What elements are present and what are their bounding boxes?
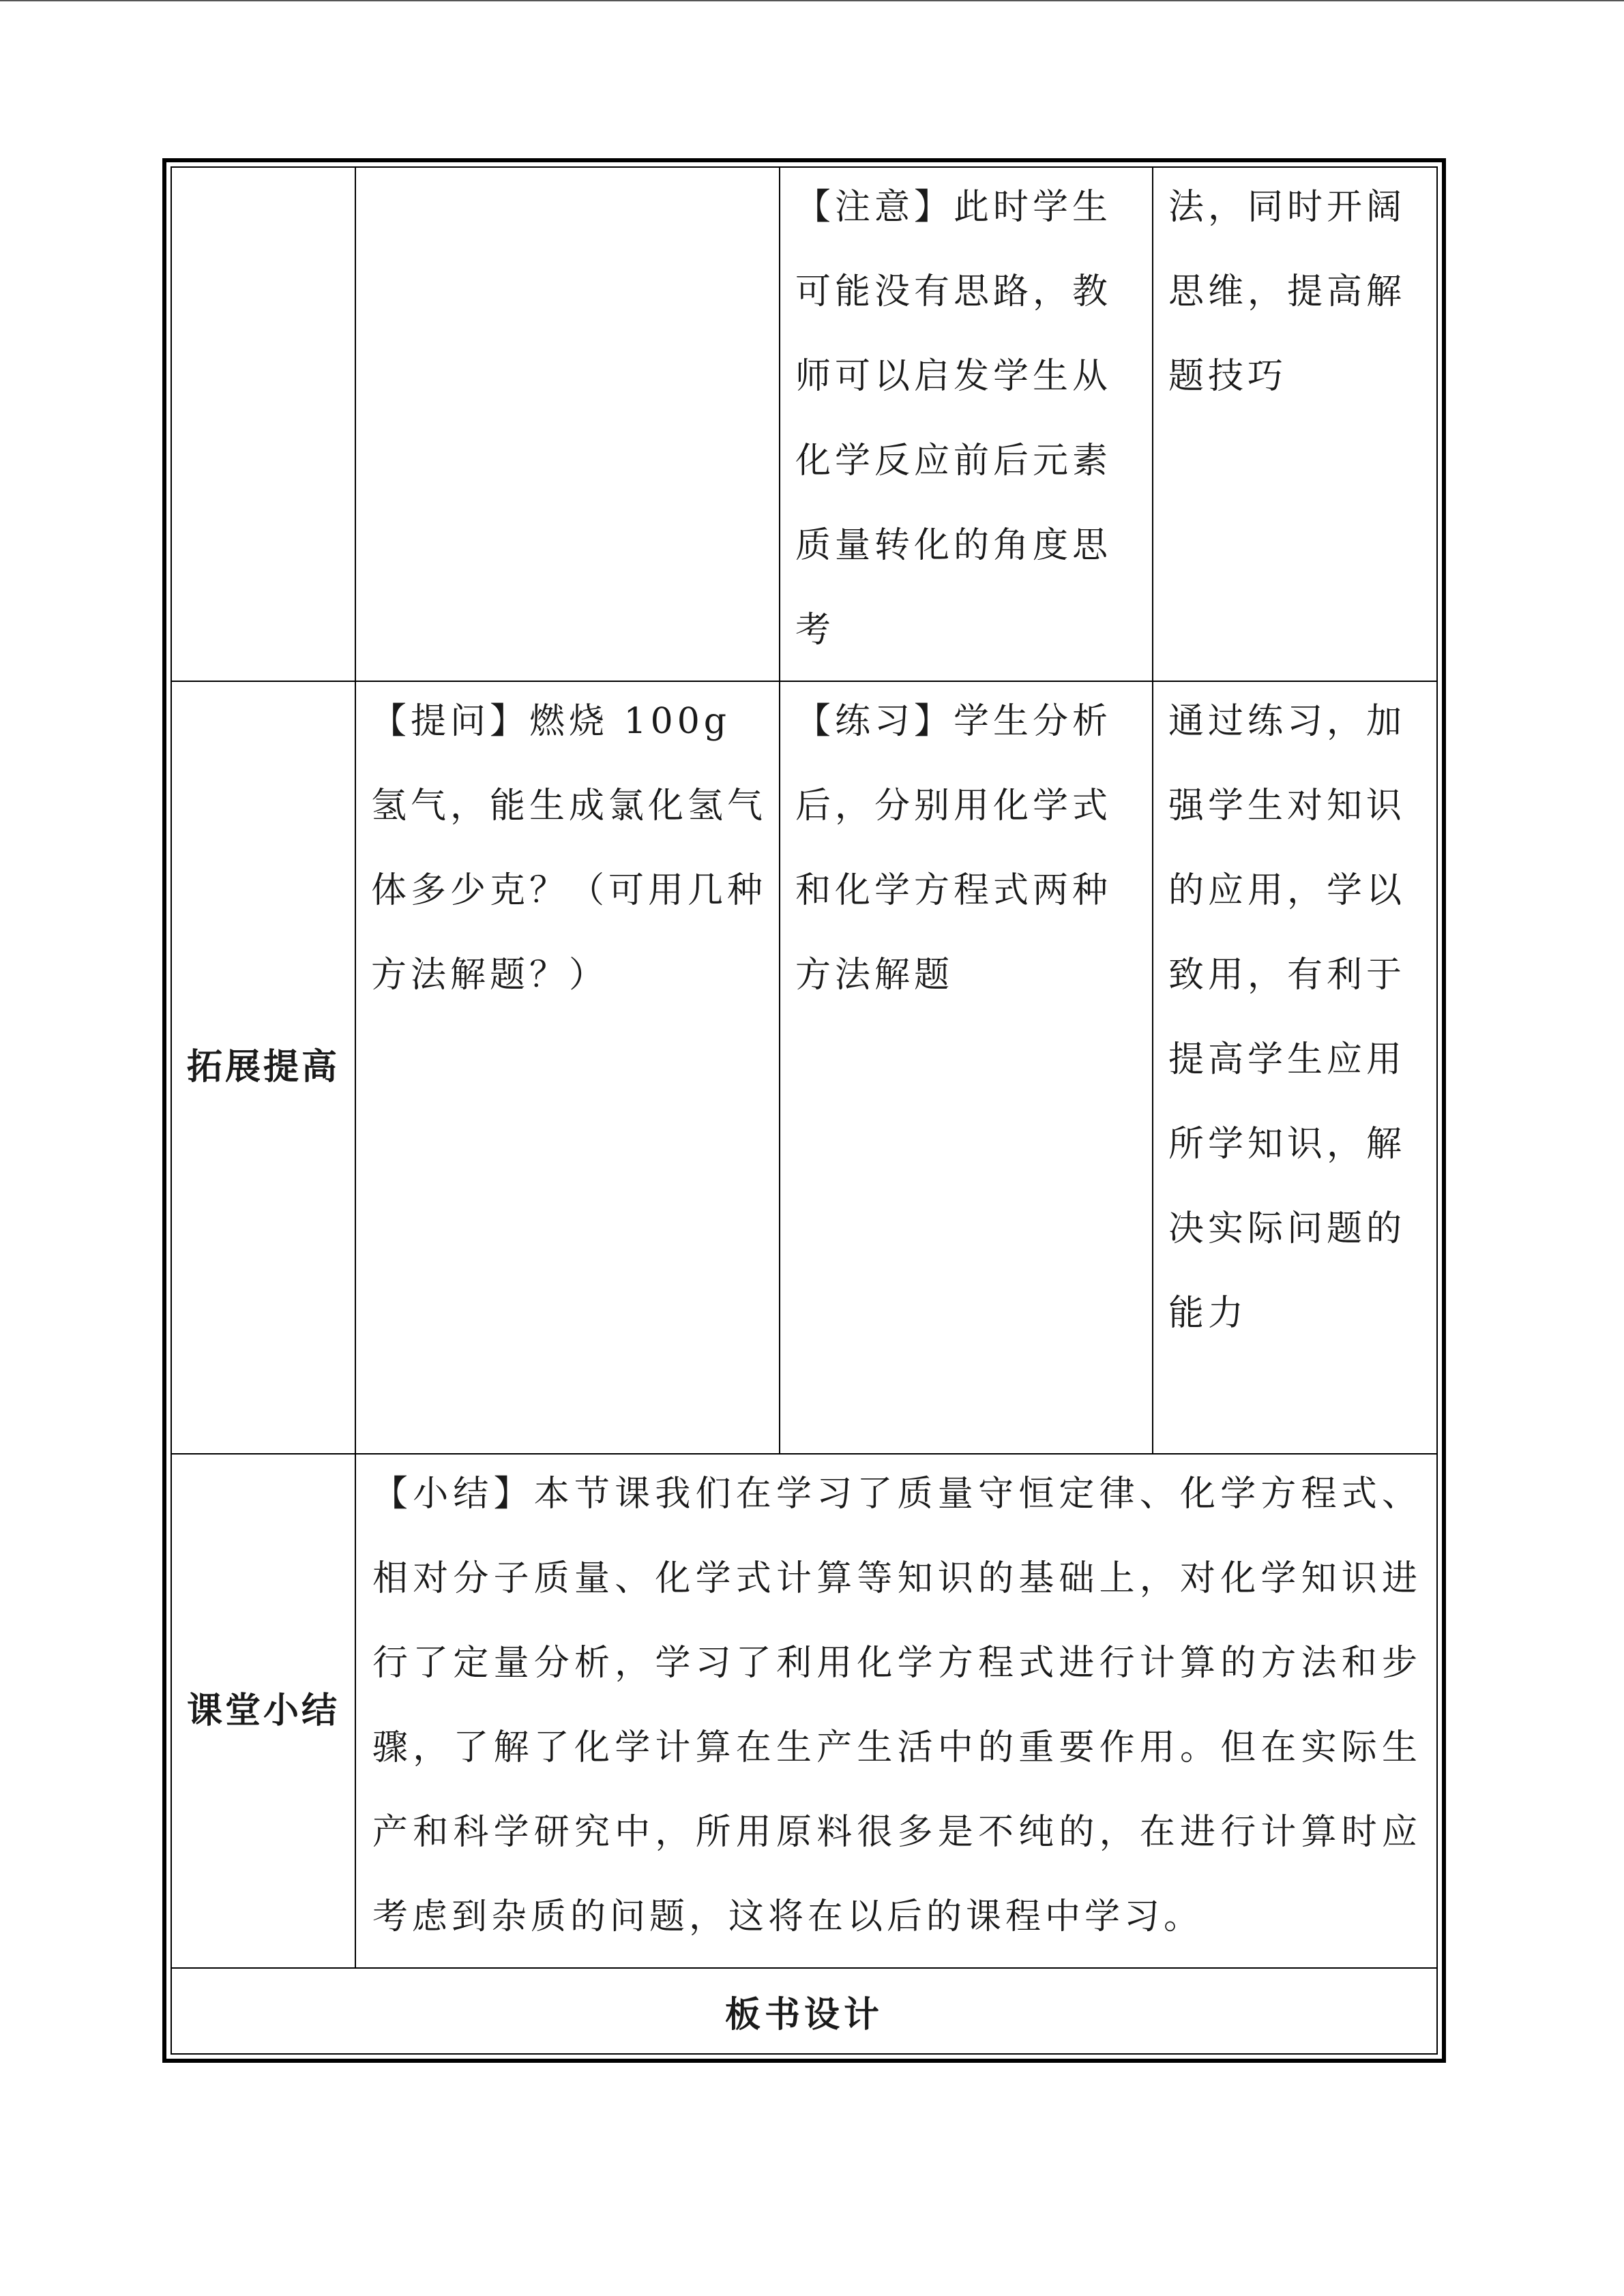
stage-label-summary: 课堂小结 [171, 1454, 355, 1968]
design-intent-text: 法，同时开阔思维，提高解题技巧 [1168, 187, 1406, 397]
design-intent-cell [1153, 167, 1437, 681]
page-top-border [0, 0, 1624, 1]
teacher-activity-cell [355, 681, 780, 1454]
student-activity-text: 【练习】学生分析后，分别用化学式和化学方程式两种方法解题 [795, 701, 1112, 996]
stage-cell [171, 167, 355, 681]
table-row-extension [171, 681, 1437, 1454]
teacher-activity-cell [355, 167, 780, 681]
student-activity-text: 【注意】此时学生可能没有思路，教师可以启发学生从化学反应前后元素质量转化的角度思考 [795, 187, 1112, 651]
design-intent-text: 通过练习，加强学生对知识的应用，学以致用，有利于提高学生应用所学知识，解决实际问题的能力 [1168, 701, 1406, 1335]
board-design-title: 板书设计 [171, 1968, 1437, 2054]
teacher-activity-text: 【提问】燃烧 100g 氢气，能生成氯化氢气体多少克？（可用几种方法解题？） [371, 701, 767, 996]
summary-text: 【小结】本节课我们在学习了质量守恒定律、化学方程式、相对分子质量、化学式计算等知识的基础上，对化学知识进行了定量分析，学习了利用化学方程式进行计算的方法和步骤，了解了化学计算在生产生活中的重要作用。但在实际生产和科学研究中，所用原料很多是不纯的，在进行计算时应考虑到杂质的问题，这将在以后的课程中学习。 [372, 1473, 1421, 1937]
student-activity-cell [780, 681, 1153, 1454]
table-row-summary [171, 1454, 1437, 1968]
stage-label-extension: 拓展提高 [171, 681, 355, 1454]
summary-cell [355, 1454, 1437, 1968]
student-activity-cell [780, 167, 1153, 681]
table-row-board-design [171, 1968, 1437, 2054]
lesson-plan-table-frame [162, 158, 1446, 2063]
lesson-plan-table [171, 166, 1438, 2055]
design-intent-cell [1153, 681, 1437, 1454]
table-row-continued [171, 167, 1437, 681]
